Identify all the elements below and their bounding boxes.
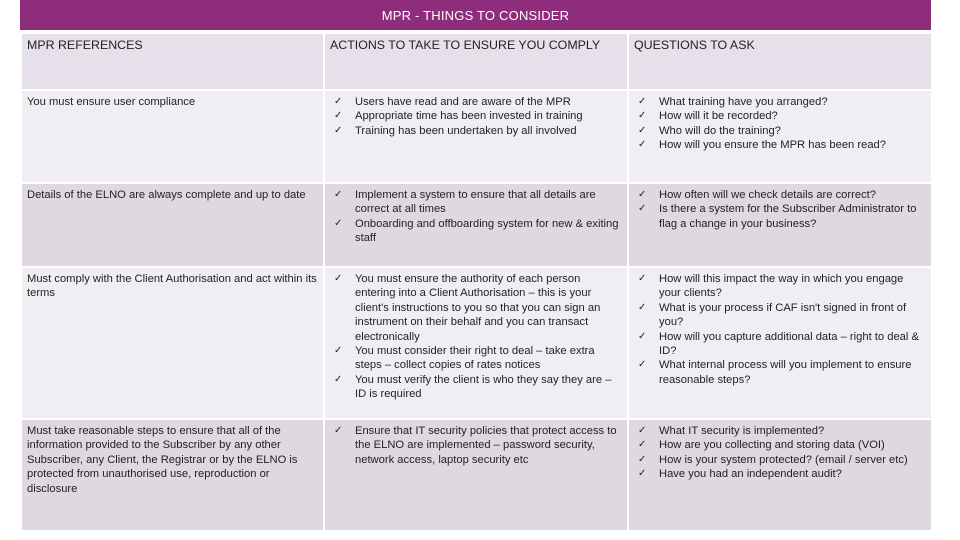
- list-item-text: Training has been undertaken by all involved: [355, 124, 577, 137]
- questions-cell: [628, 183, 932, 267]
- check-icon: ✓: [638, 453, 647, 465]
- list-item-text: Onboarding and offboarding system for new & exiting staff: [355, 217, 619, 245]
- table-row: [21, 90, 932, 183]
- list-item: [330, 109, 622, 123]
- actions-cell: [324, 183, 628, 267]
- actions-cell: [324, 267, 628, 419]
- check-icon: ✓: [334, 110, 343, 122]
- check-icon: ✓: [638, 273, 647, 284]
- check-icon: ✓: [334, 425, 343, 436]
- list-item: [634, 272, 926, 301]
- table-header-row: [21, 33, 932, 90]
- list-item: [634, 358, 926, 387]
- list-item: [634, 95, 926, 109]
- list-item-text: How will this impact the way in which you engage your clients?: [659, 273, 904, 300]
- check-icon: ✓: [638, 96, 647, 107]
- header-mpr-references: MPR REFERENCES: [21, 33, 324, 90]
- list-item-text: What training have you arranged?: [659, 96, 828, 108]
- questions-cell: [628, 419, 932, 531]
- list-item: [634, 453, 926, 467]
- check-icon: ✓: [638, 139, 647, 151]
- list-item-text: Who will do the training?: [659, 124, 781, 137]
- list-item: [330, 272, 622, 344]
- check-icon: ✓: [334, 217, 343, 229]
- table-row: [21, 183, 932, 267]
- actions-cell: [324, 90, 628, 183]
- list-item: [330, 188, 622, 217]
- check-icon: ✓: [638, 359, 647, 371]
- list-item: [634, 467, 926, 481]
- list-item: [634, 124, 926, 138]
- list-item-text: Have you had an independent audit?: [659, 468, 842, 481]
- check-icon: ✓: [334, 189, 343, 200]
- list-item-text: What IT security is implemented?: [659, 425, 825, 437]
- list-item: [634, 301, 926, 330]
- list-item-text: How will you capture additional data – right to deal & ID?: [659, 330, 919, 358]
- list-item: [330, 373, 622, 402]
- check-icon: ✓: [638, 189, 647, 200]
- questions-cell: [628, 90, 932, 183]
- reference-cell: Details of the ELNO are always complete and up to date: [21, 183, 324, 267]
- check-icon: ✓: [638, 301, 647, 313]
- table-row: [21, 267, 932, 419]
- check-icon: ✓: [638, 110, 647, 122]
- list-item-text: What internal process will you implement to ensure reasonable steps?: [659, 359, 912, 386]
- list-item: [330, 95, 622, 109]
- header-questions: QUESTIONS TO ASK: [628, 33, 932, 90]
- check-icon: ✓: [638, 124, 647, 136]
- list-item: [634, 188, 926, 202]
- reference-cell: Must take reasonable steps to ensure that all of the information provided to the Subscriber by any other Subscriber, any Client, the Registrar or by the ELNO is protected from unauthorised use, reproduction or disclosure: [21, 419, 324, 531]
- list-item: [330, 217, 622, 246]
- list-item-text: Appropriate time has been invested in training: [355, 110, 583, 123]
- list-item: [330, 344, 622, 373]
- list-item-text: How are you collecting and storing data (VOI): [659, 439, 885, 452]
- list-item-text: You must consider their right to deal – take extra steps – collect copies of rates notices: [355, 345, 595, 372]
- list-item-text: Ensure that IT security policies that protect access to the ELNO are implemented – password security, network access, laptop security etc: [355, 425, 617, 466]
- reference-cell: You must ensure user compliance: [21, 90, 324, 183]
- check-icon: ✓: [334, 345, 343, 357]
- list-item-text: How will it be recorded?: [659, 110, 778, 123]
- reference-cell: Must comply with the Client Authorisation and act within its terms: [21, 267, 324, 419]
- list-item: [330, 424, 622, 467]
- mpr-table: [20, 32, 933, 532]
- list-item-text: How often will we check details are correct?: [659, 189, 877, 201]
- check-icon: ✓: [638, 330, 647, 342]
- check-icon: ✓: [334, 373, 343, 385]
- list-item: [634, 202, 926, 231]
- list-item-text: You must verify the client is who they say they are – ID is required: [355, 373, 612, 401]
- page-title: MPR - THINGS TO CONSIDER: [20, 0, 931, 30]
- check-icon: ✓: [638, 468, 647, 480]
- table-row: [21, 419, 932, 531]
- check-icon: ✓: [638, 425, 647, 436]
- list-item-text: Is there a system for the Subscriber Administrator to flag a change in your business?: [659, 203, 917, 230]
- list-item: [634, 424, 926, 438]
- list-item-text: How is your system protected? (email / server etc): [659, 453, 908, 466]
- list-item: [634, 138, 926, 152]
- list-item-text: Users have read and are aware of the MPR: [355, 96, 571, 108]
- list-item-text: How will you ensure the MPR has been read?: [659, 139, 886, 152]
- list-item: [634, 438, 926, 452]
- questions-cell: [628, 267, 932, 419]
- actions-cell: [324, 419, 628, 531]
- check-icon: ✓: [334, 124, 343, 136]
- list-item-text: What is your process if CAF isn't signed in front of you?: [659, 301, 907, 329]
- check-icon: ✓: [638, 203, 647, 215]
- check-icon: ✓: [334, 96, 343, 107]
- list-item: [634, 109, 926, 123]
- check-icon: ✓: [334, 273, 343, 284]
- check-icon: ✓: [638, 439, 647, 451]
- list-item: [634, 330, 926, 359]
- list-item-text: You must ensure the authority of each person entering into a Client Authorisation – this is your client's instructions to you so that you can sign an instrument on their behalf and you can transact electronically: [355, 273, 601, 343]
- list-item-text: Implement a system to ensure that all details are correct at all times: [355, 189, 596, 216]
- list-item: [330, 124, 622, 138]
- header-actions: ACTIONS TO TAKE TO ENSURE YOU COMPLY: [324, 33, 628, 90]
